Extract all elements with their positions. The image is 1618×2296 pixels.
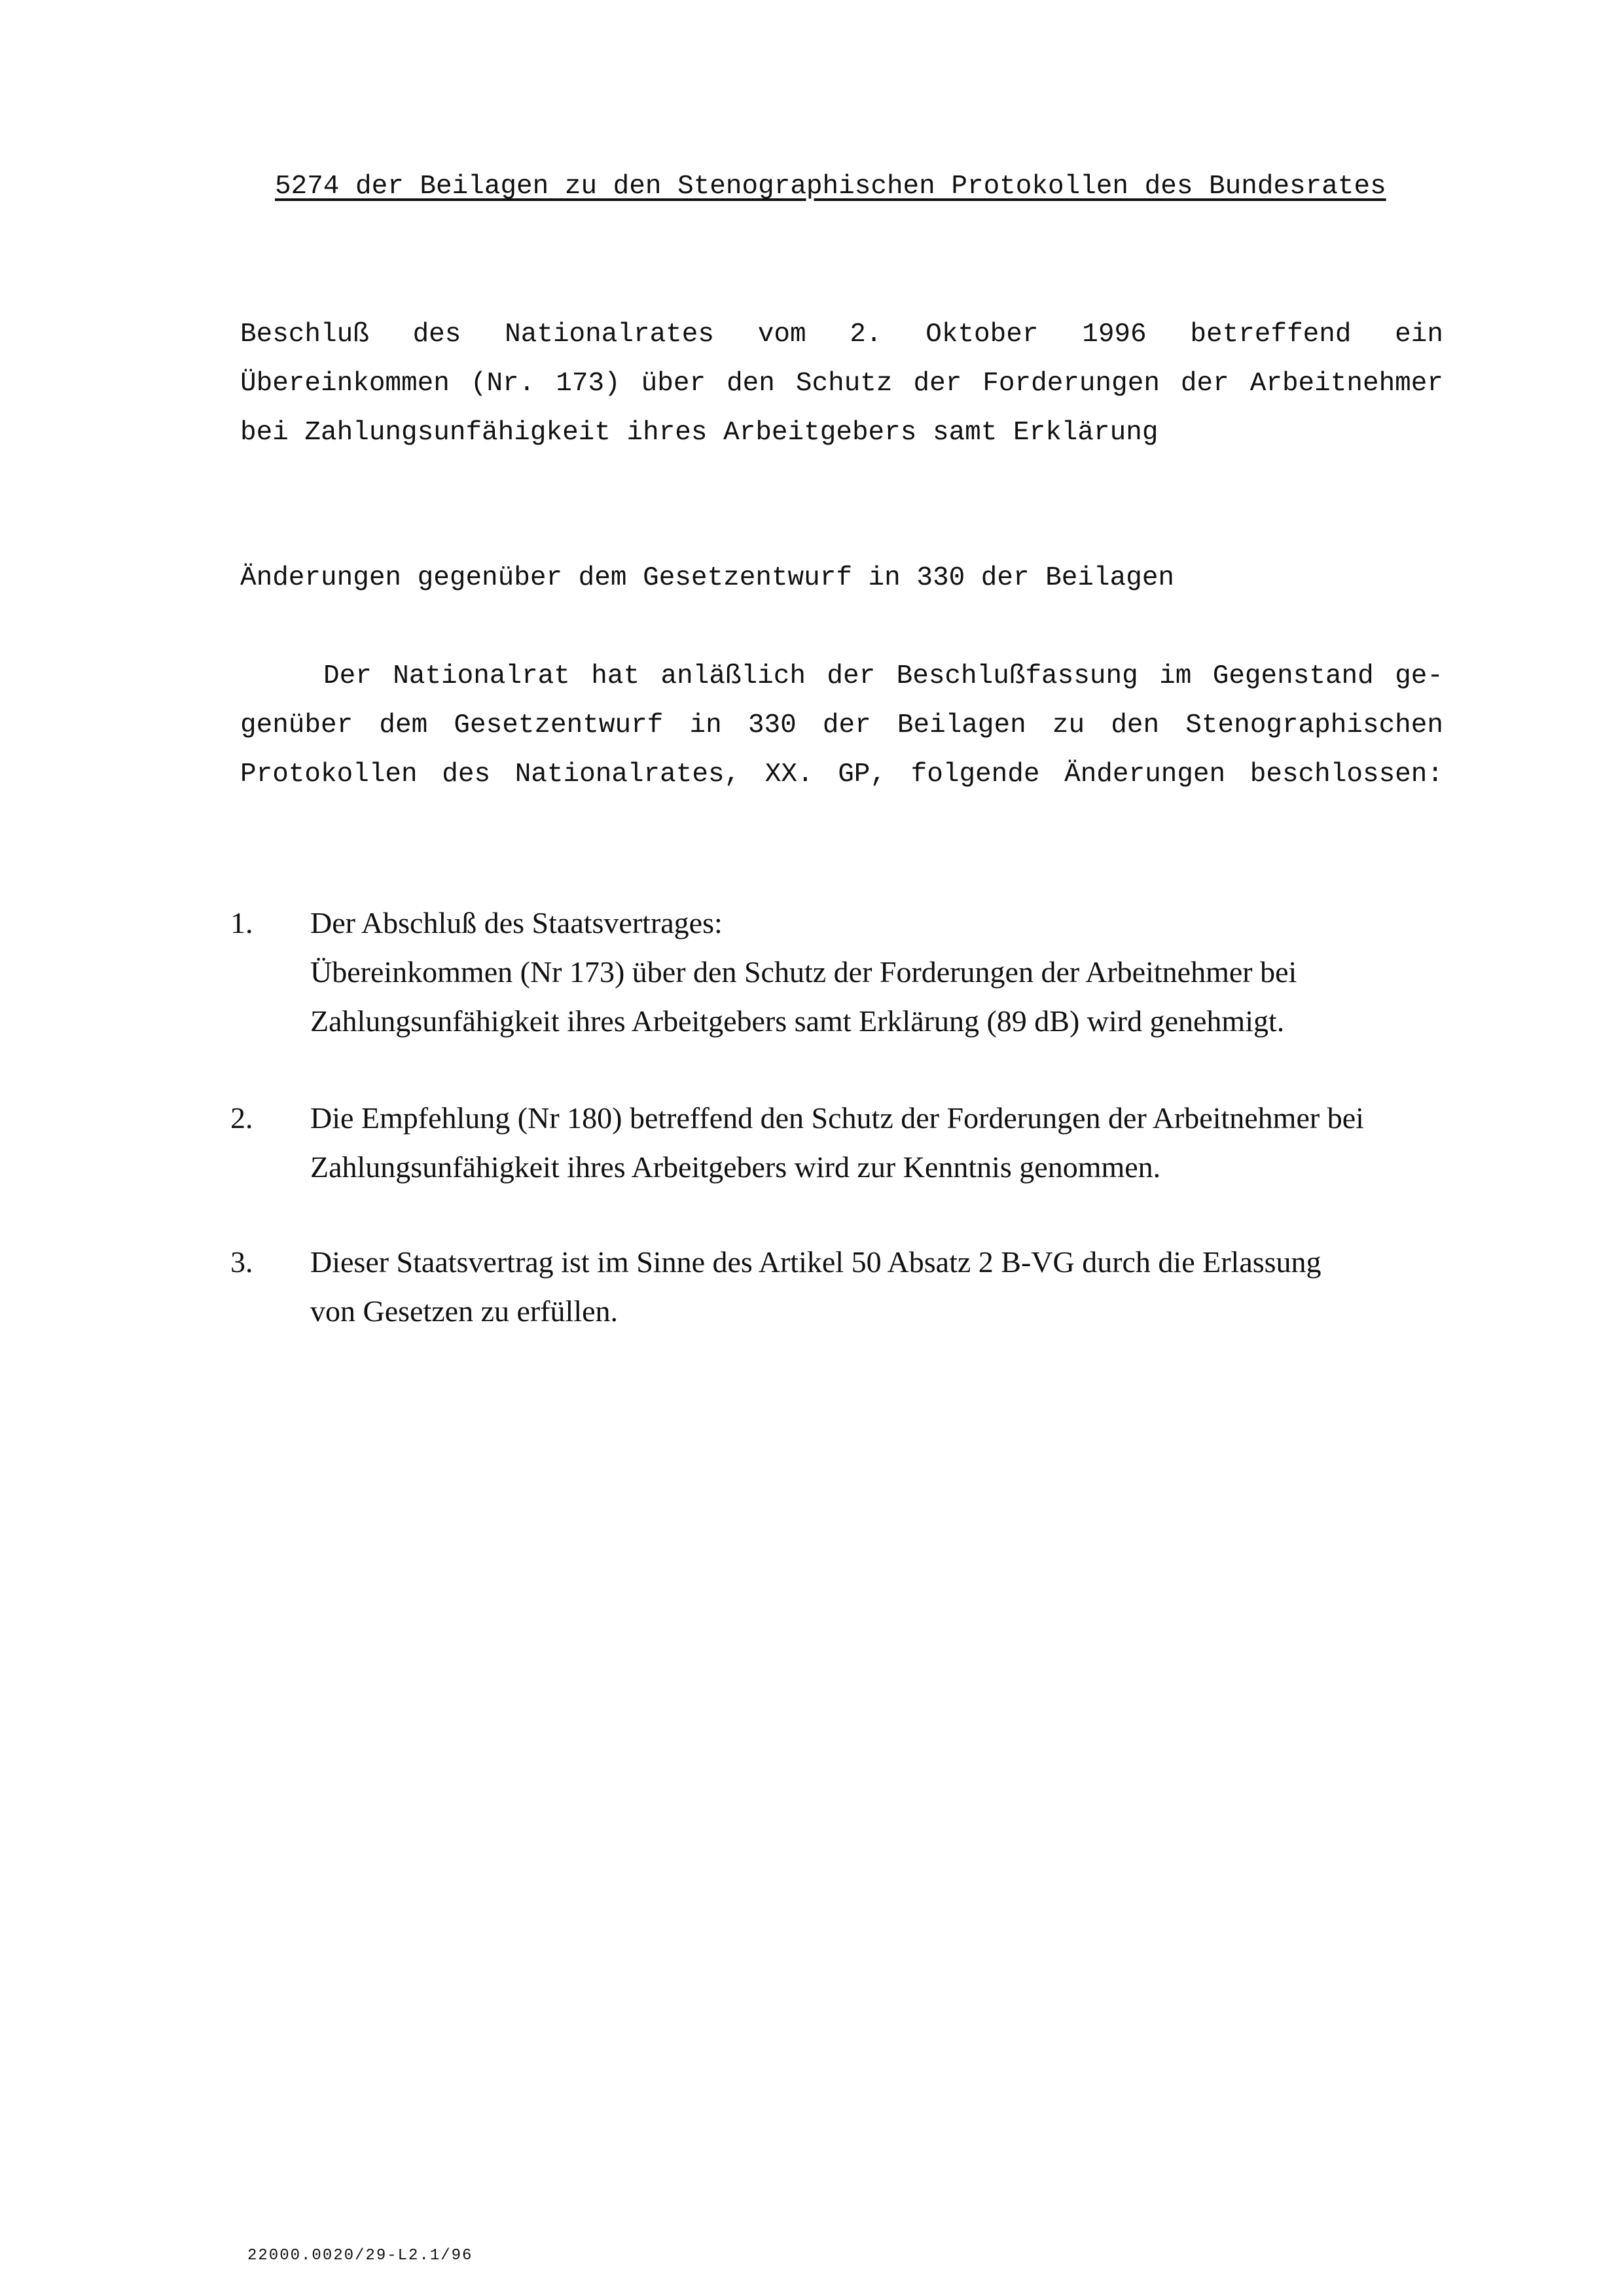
document-reference-footer: 22000.0020/29-L2.1/96 (247, 2247, 473, 2265)
intro-line: Der Nationalrat hat anläßlich der Beschlußfassung im Gegenstand ge- (323, 661, 1443, 691)
item-number: 2. (230, 1101, 253, 1135)
intro-line: genüber dem Gesetzentwurf in 330 der Beilagen zu den Stenographischen (240, 710, 1443, 740)
list-item (310, 1093, 1364, 1192)
item-line: Die Empfehlung (Nr 180) betreffend den Schutz der Forderungen der Arbeitnehmer bei (310, 1101, 1364, 1135)
document-header: 5274 der Beilagen zu den Stenographischen Protokollen des Bundesrates (275, 172, 1386, 202)
title-line: Beschluß des Nationalrates vom 2. Oktober 1996 betreffend ein (240, 319, 1443, 350)
list-item (310, 898, 1297, 1046)
changes-subtitle: Änderungen gegenüber dem Gesetzentwurf in 330 der Beilagen (240, 563, 1175, 593)
resolution-title (240, 310, 1443, 458)
intro-line: Protokollen des Nationalrates, XX. GP, folgende Änderungen beschlossen: (240, 759, 1443, 790)
item-line: Zahlungsunfähigkeit ihres Arbeitgebers samt Erklärung (89 dB) wird genehmigt. (310, 1004, 1285, 1038)
intro-paragraph (240, 652, 1443, 799)
item-line: von Gesetzen zu erfüllen. (310, 1294, 619, 1328)
list-item (310, 1237, 1321, 1336)
title-line: Übereinkommen (Nr. 173) über den Schutz der Forderungen der Arbeitnehmer (240, 369, 1443, 399)
title-line: bei Zahlungsunfähigkeit ihres Arbeitgebers samt Erklärung (240, 418, 1159, 448)
item-line: Übereinkommen (Nr 173) über den Schutz der Forderungen der Arbeitnehmer bei (310, 955, 1297, 989)
item-number: 1. (230, 906, 253, 939)
item-number: 3. (230, 1245, 253, 1279)
item-line: Zahlungsunfähigkeit ihres Arbeitgebers wird zur Kenntnis genommen. (310, 1150, 1161, 1184)
item-line: Dieser Staatsvertrag ist im Sinne des Artikel 50 Absatz 2 B-VG durch die Erlassung (310, 1245, 1321, 1279)
item-line: Der Abschluß des Staatsvertrages: (310, 906, 723, 939)
